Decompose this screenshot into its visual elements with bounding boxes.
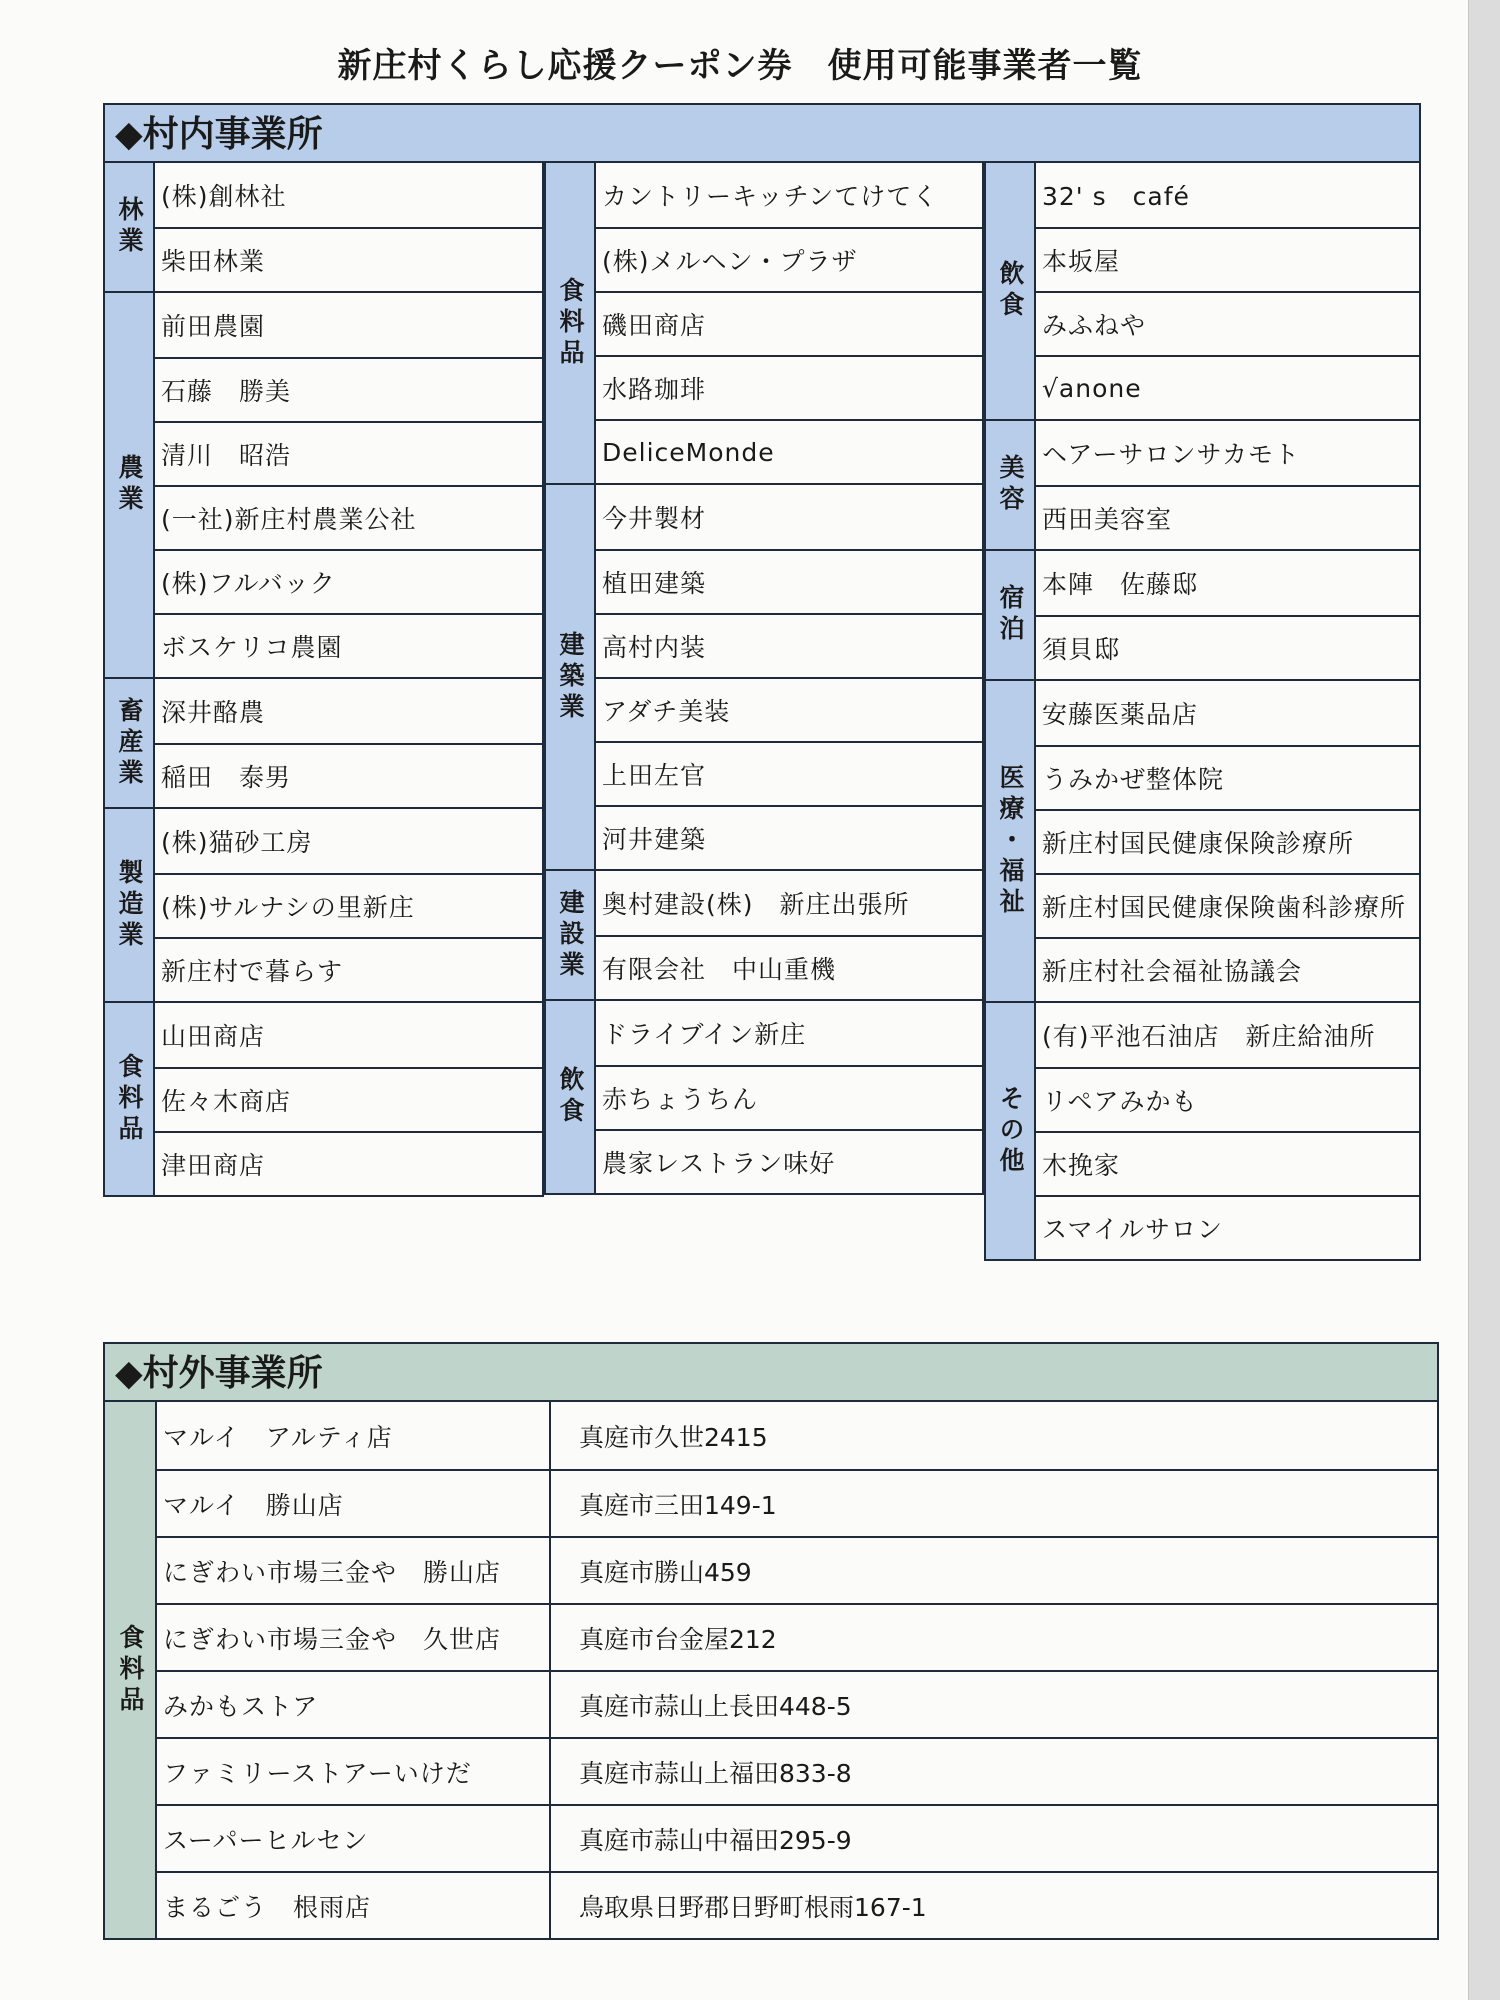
business-name: 前田農園 [161, 312, 266, 341]
business-name: 高村内装 [596, 613, 982, 677]
store-address: 真庭市台金屋212 [579, 1624, 777, 1654]
business-name: (一社)新庄村農業公社 [155, 485, 542, 549]
business-name: ボスケリコ農園 [155, 613, 542, 677]
category-label: 製造業 [115, 858, 144, 952]
category-cell [105, 809, 155, 1001]
business-name: カントリーキッチンてけてく [602, 182, 939, 211]
store-name: にぎわい市場三金や 久世店 [157, 1605, 551, 1670]
category-group [546, 483, 982, 869]
business-name: スマイルサロン [1036, 1195, 1419, 1259]
category-group [986, 679, 1419, 1001]
business-name: みふねや [1036, 291, 1419, 355]
category-cell [546, 1001, 596, 1193]
category-group [986, 163, 1419, 419]
store-name: みかもストア [157, 1672, 551, 1737]
business-name: 木挽家 [1036, 1131, 1419, 1195]
category-group [546, 163, 982, 483]
table-row [157, 1536, 1437, 1603]
store-address: 鳥取県日野郡日野町根雨167-1 [579, 1892, 927, 1922]
category-cell [105, 679, 155, 807]
business-name: 農家レストラン味好 [596, 1129, 982, 1193]
outside-heading: ◆村外事業所 [103, 1342, 1439, 1402]
village-column-1 [103, 163, 544, 1197]
table-row [157, 1871, 1437, 1938]
business-name: うみかぜ整体院 [1036, 745, 1419, 809]
table-row [157, 1402, 1437, 1469]
business-name: 新庄村で暮らす [155, 937, 542, 1001]
business-name: √anone [1036, 355, 1419, 419]
category-group [546, 999, 982, 1193]
category-group [546, 869, 982, 999]
business-name: 河井建築 [596, 805, 982, 869]
business-name: 新庄村国民健康保険診療所 [1036, 809, 1419, 873]
business-list [1036, 551, 1419, 679]
business-name: 柴田林業 [155, 227, 542, 291]
business-list [596, 871, 982, 999]
business-list [596, 163, 982, 483]
table-row [157, 1737, 1437, 1804]
store-name: マルイ 勝山店 [157, 1471, 551, 1536]
business-name: 磯田商店 [596, 291, 982, 355]
table-row [157, 1469, 1437, 1536]
store-address: 真庭市蒜山上福田833-8 [579, 1758, 852, 1788]
category-label: 食料品 [115, 1052, 144, 1146]
category-cell [986, 551, 1036, 679]
category-group [986, 419, 1419, 549]
store-address: 真庭市蒜山上長田448-5 [579, 1691, 852, 1721]
business-name: 清川 昭浩 [155, 421, 542, 485]
business-list [596, 1001, 982, 1193]
business-name: 植田建築 [596, 549, 982, 613]
category-group [105, 807, 542, 1001]
table-row [157, 1670, 1437, 1737]
business-list [155, 679, 542, 807]
outside-category-cell [105, 1402, 157, 1938]
category-label: 飲食 [556, 1066, 585, 1128]
category-label: 食料品 [556, 276, 585, 370]
category-cell [546, 485, 596, 869]
business-name: 赤ちょうちん [596, 1065, 982, 1129]
business-list [1036, 163, 1419, 419]
table-row [157, 1603, 1437, 1670]
store-address: 真庭市三田149-1 [579, 1490, 777, 1520]
business-name: 稲田 泰男 [155, 743, 542, 807]
category-cell [986, 681, 1036, 1001]
business-name: (有)平池石油店 新庄給油所 [1042, 1022, 1376, 1051]
category-cell [986, 163, 1036, 419]
category-label: 建設業 [556, 888, 585, 982]
business-name: (株)創林社 [161, 182, 287, 211]
category-cell [546, 163, 596, 483]
village-column-2 [544, 163, 984, 1195]
category-label: 医療・福祉 [996, 763, 1025, 919]
category-label: 宿泊 [996, 584, 1025, 646]
business-name: リペアみかも [1036, 1067, 1419, 1131]
business-name: 有限会社 中山重機 [596, 935, 982, 999]
business-list [1036, 681, 1419, 1001]
store-address: 真庭市勝山459 [579, 1557, 752, 1587]
store-address: 真庭市久世2415 [579, 1422, 768, 1452]
business-name: 須貝邸 [1036, 615, 1419, 679]
business-name: 深井酪農 [161, 698, 266, 727]
store-name: スーパーヒルセン [157, 1806, 551, 1871]
category-group [105, 291, 542, 677]
business-name: ドライブイン新庄 [602, 1020, 807, 1049]
village-heading: ◆村内事業所 [103, 103, 1421, 163]
category-label: 建築業 [556, 630, 585, 724]
category-label: 林業 [115, 196, 144, 258]
business-name: 水路珈琲 [596, 355, 982, 419]
business-name: 西田美容室 [1036, 485, 1419, 549]
business-name: 上田左官 [596, 741, 982, 805]
business-list [1036, 421, 1419, 549]
store-address: 真庭市蒜山中福田295-9 [579, 1825, 852, 1855]
category-label: 畜産業 [115, 696, 144, 790]
business-name: アダチ美装 [596, 677, 982, 741]
business-name: (株)サルナシの里新庄 [155, 873, 542, 937]
business-name: (株)猫砂工房 [161, 828, 313, 857]
business-name: 本陣 佐藤邸 [1042, 570, 1199, 599]
category-group [105, 1001, 542, 1195]
business-name: ヘアーサロンサカモト [1042, 440, 1301, 469]
page-title: 新庄村くらし応援クーポン券 使用可能事業者一覧 [337, 46, 1143, 86]
category-group [105, 163, 542, 291]
category-label: 農業 [115, 454, 144, 516]
business-list [1036, 1003, 1419, 1259]
business-name: (株)フルバック [155, 549, 542, 613]
outside-category-label: 食料品 [116, 1623, 145, 1717]
store-name: にぎわい市場三金や 勝山店 [157, 1538, 551, 1603]
business-name: (株)メルヘン・プラザ [596, 227, 982, 291]
outside-rows [157, 1402, 1437, 1938]
category-cell [105, 1003, 155, 1195]
category-cell [546, 871, 596, 999]
business-name: 安藤医薬品店 [1042, 700, 1199, 729]
table-row [157, 1804, 1437, 1871]
business-name: 津田商店 [155, 1131, 542, 1195]
store-name: まるごう 根雨店 [157, 1873, 551, 1938]
category-cell [986, 421, 1036, 549]
business-name: 新庄村国民健康保険歯科診療所 [1036, 873, 1419, 937]
category-cell [986, 1003, 1036, 1259]
outside-table [103, 1402, 1439, 1940]
category-cell [105, 293, 155, 677]
category-group [105, 677, 542, 807]
store-name: マルイ アルティ店 [157, 1402, 551, 1469]
business-name: 奥村建設(株) 新庄出張所 [602, 890, 910, 919]
business-name: 佐々木商店 [155, 1067, 542, 1131]
business-name: 今井製材 [602, 504, 707, 533]
business-name: 新庄村社会福祉協議会 [1036, 937, 1419, 1001]
category-label: 飲食 [996, 260, 1025, 322]
business-name: 32' s café [1042, 182, 1190, 211]
category-group [986, 549, 1419, 679]
store-name: ファミリーストアーいけだ [157, 1739, 551, 1804]
village-column-3 [984, 163, 1421, 1261]
category-label: その他 [996, 1084, 1025, 1178]
category-group [986, 1001, 1419, 1259]
business-name: 山田商店 [161, 1022, 266, 1051]
business-name: 本坂屋 [1036, 227, 1419, 291]
category-label: 美容 [996, 454, 1025, 516]
business-name: 石藤 勝美 [155, 357, 542, 421]
business-list [155, 293, 542, 677]
business-name: DeliceMonde [596, 419, 982, 483]
business-list [155, 1003, 542, 1195]
business-list [596, 485, 982, 869]
business-list [155, 809, 542, 1001]
category-cell [105, 163, 155, 291]
business-list [155, 163, 542, 291]
